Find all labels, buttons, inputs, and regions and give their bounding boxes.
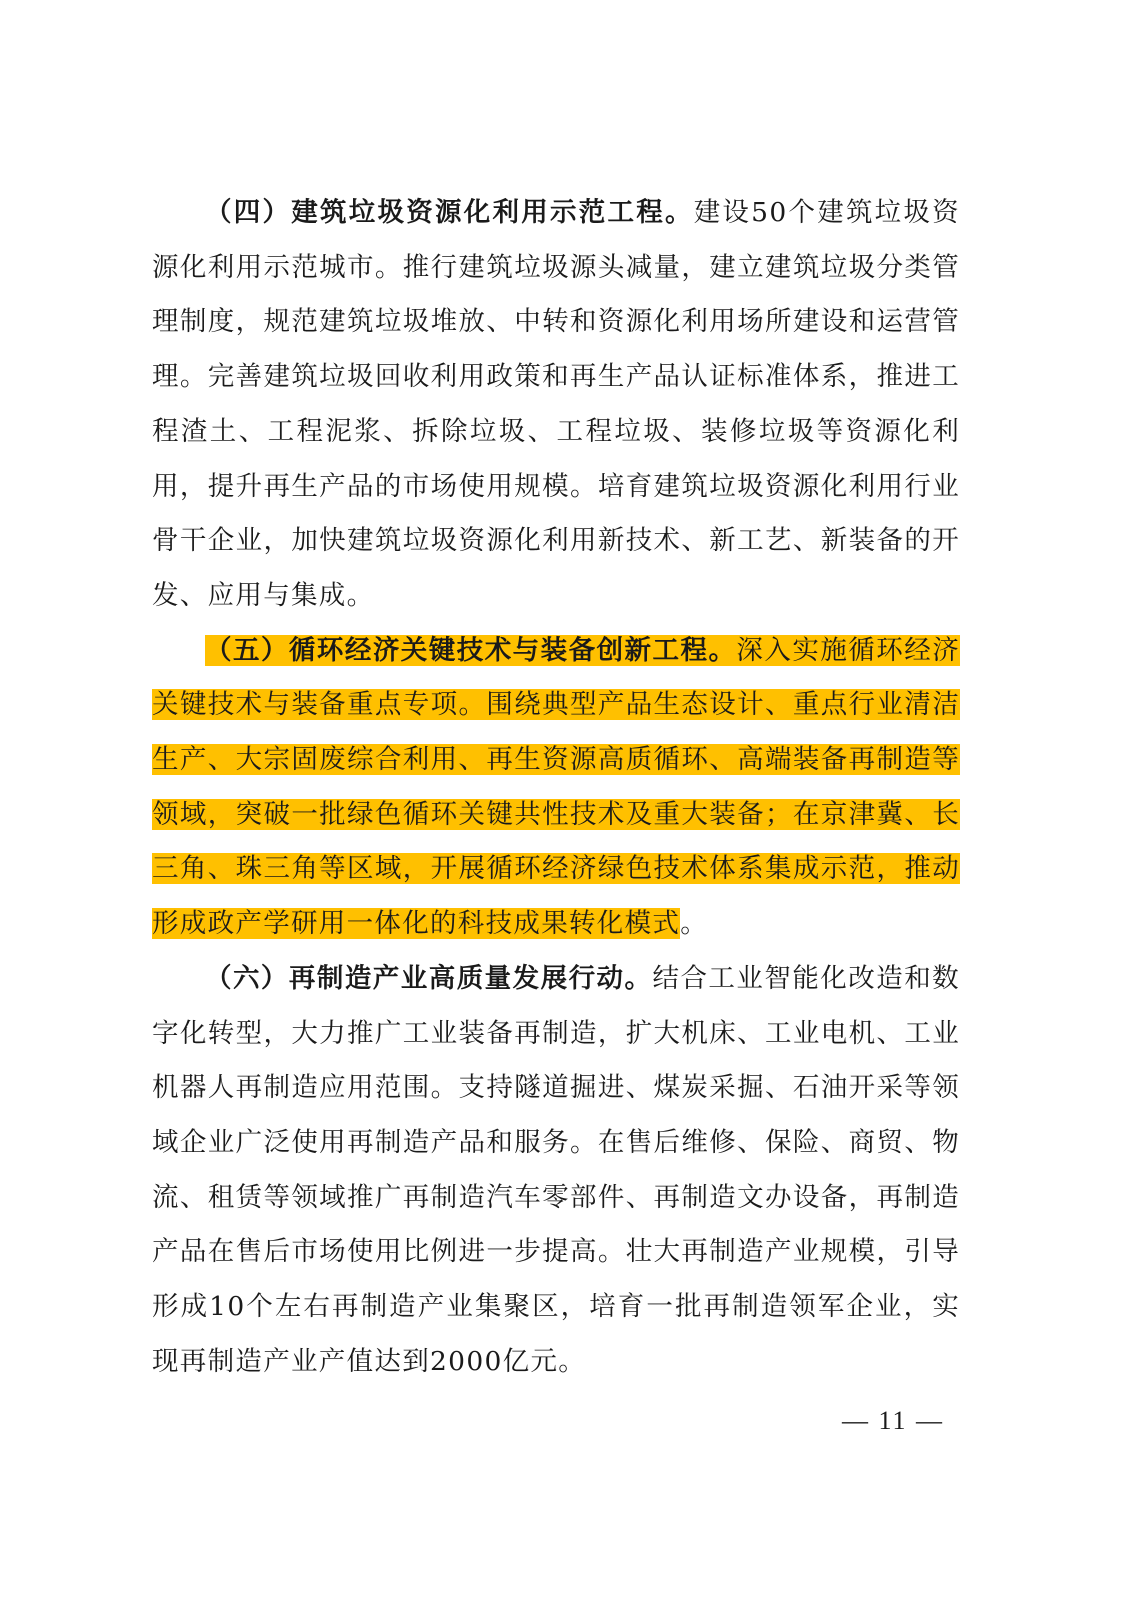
paragraph-heading: （五）循环经济关键技术与装备创新工程。 (205, 634, 737, 666)
page-number: — 11 — (842, 1406, 945, 1435)
paragraph-heading: （六）再制造产业高质量发展行动。 (205, 962, 653, 994)
paragraph-tail: 。 (680, 908, 709, 940)
paragraph-construction-waste (152, 186, 960, 624)
paragraph-body: 深入实施循环经济关键技术与装备重点专项。围绕典型产品生态设计、重点行业清洁生产、大宗固废综合利用、再生资源高质循环、高端装备再制造等领域，突破一批绿色循环关键共性技术及重大装备；在京津冀、长三角、珠三角等区域，开展循环经济绿色技术体系集成示范，推动形成政产学研用一体化的科技成果转化模式 (152, 634, 961, 940)
paragraph-heading: （四）建筑垃圾资源化利用示范工程。 (205, 197, 694, 228)
paragraph-body: 建设50个建筑垃圾资源化利用示范城市。推行建筑垃圾源头减量，建立建筑垃圾分类管理制度，规范建筑垃圾堆放、中转和资源化利用场所建设和运营管理。完善建筑垃圾回收利用政策和再生产品认证标准体系，推进工程渣土、工程泥浆、拆除垃圾、工程垃圾、装修垃圾等资源化利用，提升再生产品的市场使用规模。培育建筑垃圾资源化利用行业骨干企业，加快建筑垃圾资源化利用新技术、新工艺、新装备的开发、应用与集成。 (152, 197, 960, 611)
paragraph-circular-economy-tech (152, 624, 960, 952)
highlighted-text (152, 635, 960, 940)
paragraph-body: 结合工业智能化改造和数字化转型，大力推广工业装备再制造，扩大机床、工业电机、工业机器人再制造应用范围。支持隧道掘进、煤炭采掘、石油开采等领域企业广泛使用再制造产品和服务。在售后维修、保险、商贸、物流、租赁等领域推广再制造汽车零部件、再制造文办设备，再制造产品在售后市场使用比例进一步提高。壮大再制造产业规模，引导形成10个左右再制造产业集聚区，培育一批再制造领军企业，实现再制造产业产值达到2000亿元。 (152, 962, 960, 1377)
paragraph-remanufacturing (152, 952, 960, 1390)
document-page (152, 186, 960, 1389)
